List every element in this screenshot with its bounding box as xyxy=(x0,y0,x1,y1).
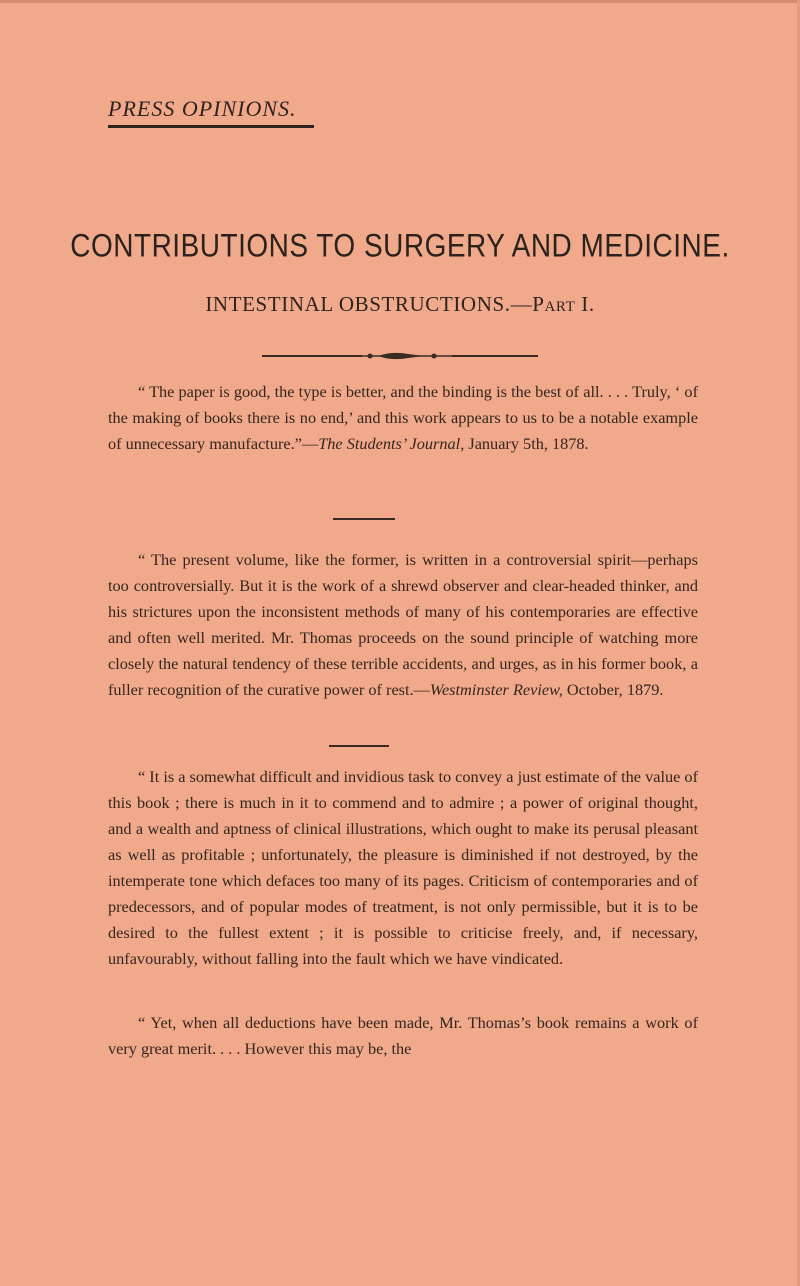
subtitle-main: INTESTINAL OBSTRUCTIONS. xyxy=(205,292,511,316)
ornamental-divider xyxy=(262,350,538,362)
book-title: CONTRIBUTIONS TO SURGERY AND MEDICINE. xyxy=(70,227,730,264)
review-paragraph xyxy=(108,379,698,457)
ornament-line-left xyxy=(262,355,362,357)
review-source: Westminster Review, xyxy=(429,680,563,699)
review-text: “ The paper is good, the type is better, and the binding is the best of all. . . . Truly, ‘ of the making of books there is no end,’ and this work appears to us to be a notable example of unnecessary manufacture.”— xyxy=(108,382,698,453)
section-heading: PRESS OPINIONS. xyxy=(108,96,297,121)
review-students-journal xyxy=(108,379,698,457)
review-westminster xyxy=(108,547,698,703)
divider xyxy=(329,745,389,747)
heading-underline xyxy=(108,125,314,128)
review-paragraph xyxy=(108,764,698,972)
review-text: “ The present volume, like the former, is written in a controversial spirit—perhaps too controversially. But it is the work of a shrewd observer and clear-headed thinker, and his strictures upon the inconsistent methods of many of his contemporaries are effective and often well merited. Mr. Thomas proceeds on the sound principle of watching more closely the natural tendency of these terrible accidents, and urges, as in his former book, a fuller recognition of the curative power of rest.— xyxy=(108,550,698,699)
review-date: October, 1879. xyxy=(562,680,664,699)
review-paragraph xyxy=(108,1010,698,1062)
review-date: January 5th, 1878. xyxy=(464,434,589,453)
review-paragraph-merit xyxy=(108,1010,698,1062)
review-text: “ It is a somewhat difficult and invidious task to convey a just estimate of the value of this book ; there is much in it to commend and to admire ; a power of original thought, and a wealth and aptness of clinical illustrations, which ought to make its perusal pleasant as well as profitable ; unfortunately, the pleasure is diminished if not destroyed, by the intemperate tone which defaces too many of its pages. Criticism of contemporaries and of predecessors, and of popular modes of treatment, is not only permissible, but it is to be desired to the fullest extent ; it is possible to criticise freely, and, if necessary, unfavourably, without falling into the fault which we have vindicated. xyxy=(108,767,698,968)
ornament-line-right xyxy=(452,355,538,357)
review-source: The Students’ Journal, xyxy=(318,434,465,453)
subtitle-part: —Part I. xyxy=(510,292,595,316)
subtitle xyxy=(0,292,800,317)
page-top-edge xyxy=(0,0,800,3)
review-paragraph xyxy=(108,547,698,703)
ornament-flourish-icon xyxy=(362,351,452,361)
review-text: “ Yet, when all deductions have been made, Mr. Thomas’s book remains a work of very great merit. . . . However this may be, the xyxy=(108,1013,698,1058)
divider xyxy=(333,518,395,520)
review-paragraph-criticism xyxy=(108,764,698,972)
